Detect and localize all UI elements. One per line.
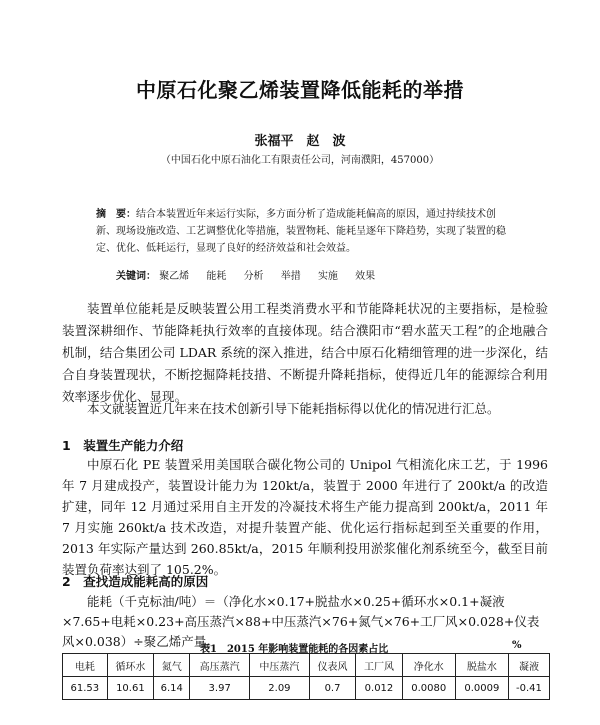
table-cell: 10.61 bbox=[107, 677, 153, 700]
table-cell: 0.0080 bbox=[402, 677, 455, 700]
table-cell: 0.012 bbox=[356, 677, 402, 700]
table-unit: % bbox=[512, 640, 522, 651]
energy-factor-table bbox=[62, 653, 550, 700]
table-header-cell: 中压蒸汽 bbox=[250, 654, 310, 677]
table-header-cell: 电耗 bbox=[63, 654, 108, 677]
table-header-cell: 仪表风 bbox=[309, 654, 355, 677]
energy-formula: 能耗（千克标油/吨）＝（净化水×0.17+脱盐水×0.25+循环水×0.1+凝液×7.65+电耗×0.23+高压蒸汽×88+中压蒸汽×76+氮气×76+工厂风×0.028+仪表风×0.038）÷聚乙烯产量。 bbox=[62, 594, 540, 649]
keyword-item: 举措 bbox=[280, 271, 301, 282]
intro-paragraph-1: 装置单位能耗是反映装置公用工程类消费水平和节能降耗状况的主要指标，是检验装置深耕细作、节能降耗执行效率的直接体现。结合濮阳市“碧水蓝天工程”的企地融合机制，结合集团公司 LDAR 系统的深入推进，结合中原石化精细管理的进一步深化，结合自身装置现状，不断挖掘降耗技措、不断提升降耗指标，使得近几年的能源综合利用效率逐步优化、显现。 bbox=[62, 301, 548, 404]
table-caption: 表1 2015 年影响装置能耗的各因素占比 bbox=[200, 644, 389, 655]
paper-title: 中原石化聚乙烯装置降低能耗的举措 bbox=[136, 78, 464, 102]
table-cell: -0.41 bbox=[508, 677, 549, 700]
section-heading-1: 1 装置生产能力介绍 bbox=[62, 438, 184, 453]
table-cell: 3.97 bbox=[190, 677, 250, 700]
table-header-cell: 氮气 bbox=[154, 654, 190, 677]
table-cell: 0.7 bbox=[309, 677, 355, 700]
keyword-item: 聚乙烯 bbox=[159, 271, 190, 282]
table-cell: 61.53 bbox=[63, 677, 108, 700]
keyword-item: 效果 bbox=[355, 271, 376, 282]
keywords-label: 关键词： bbox=[116, 271, 156, 282]
table-header-cell: 工厂风 bbox=[356, 654, 402, 677]
section-heading-2: 2 查找造成能耗高的原因 bbox=[62, 574, 209, 589]
table-cell: 0.0009 bbox=[455, 677, 508, 700]
table-header-cell: 凝液 bbox=[508, 654, 549, 677]
keyword-item: 分析 bbox=[243, 271, 264, 282]
keyword-item: 能耗 bbox=[206, 271, 227, 282]
affiliation: （中国石化中原石油化工有限责任公司，河南濮阳，457000） bbox=[160, 155, 440, 166]
table-header-cell: 净化水 bbox=[402, 654, 455, 677]
table-header-cell: 脱盐水 bbox=[455, 654, 508, 677]
abstract-label: 摘 要： bbox=[96, 209, 136, 220]
abstract bbox=[96, 206, 508, 257]
table-header-row bbox=[63, 654, 550, 677]
authors: 张福平 赵 波 bbox=[254, 134, 346, 149]
table-header-cell: 循环水 bbox=[107, 654, 153, 677]
keyword-item: 实施 bbox=[317, 271, 338, 282]
table-cell: 6.14 bbox=[154, 677, 190, 700]
table-header-cell: 高压蒸汽 bbox=[190, 654, 250, 677]
keywords bbox=[116, 267, 389, 282]
section-1-paragraph: 中原石化 PE 装置采用美国联合碳化物公司的 Unipol 气相流化床工艺，于 1996 年 7 月建成投产，装置设计能力为 120kt/a，装置于 2000 年进行了 200kt/a 的改造扩建，同年 12 月通过采用自主开发的冷凝技术将生产能力提高到 200kt/a，2011 年 7 月实施 260kt/a 技术改造，对提升装置产能、优化运行指标起到至关重要的作用，2013 年实际产量达到 260.85kt/a，2015 年顺利投用淤浆催化剂系统至今，截至目前装置负荷率达到了 105.2%。 bbox=[62, 457, 548, 577]
intro-paragraph-2: 本文就装置近几年来在技术创新引导下能耗指标得以优化的情况进行汇总。 bbox=[87, 401, 500, 416]
table-row bbox=[63, 677, 550, 700]
table-cell: 2.09 bbox=[250, 677, 310, 700]
abstract-text: 结合本装置近年来运行实际，多方面分析了造成能耗偏高的原因，通过持续技术创新、现场设施改造、工艺调整优化等措施，装置物耗、能耗呈逐年下降趋势，实现了装置的稳定、优化、低耗运行，显现了良好的经济效益和社会效益。 bbox=[96, 209, 506, 254]
